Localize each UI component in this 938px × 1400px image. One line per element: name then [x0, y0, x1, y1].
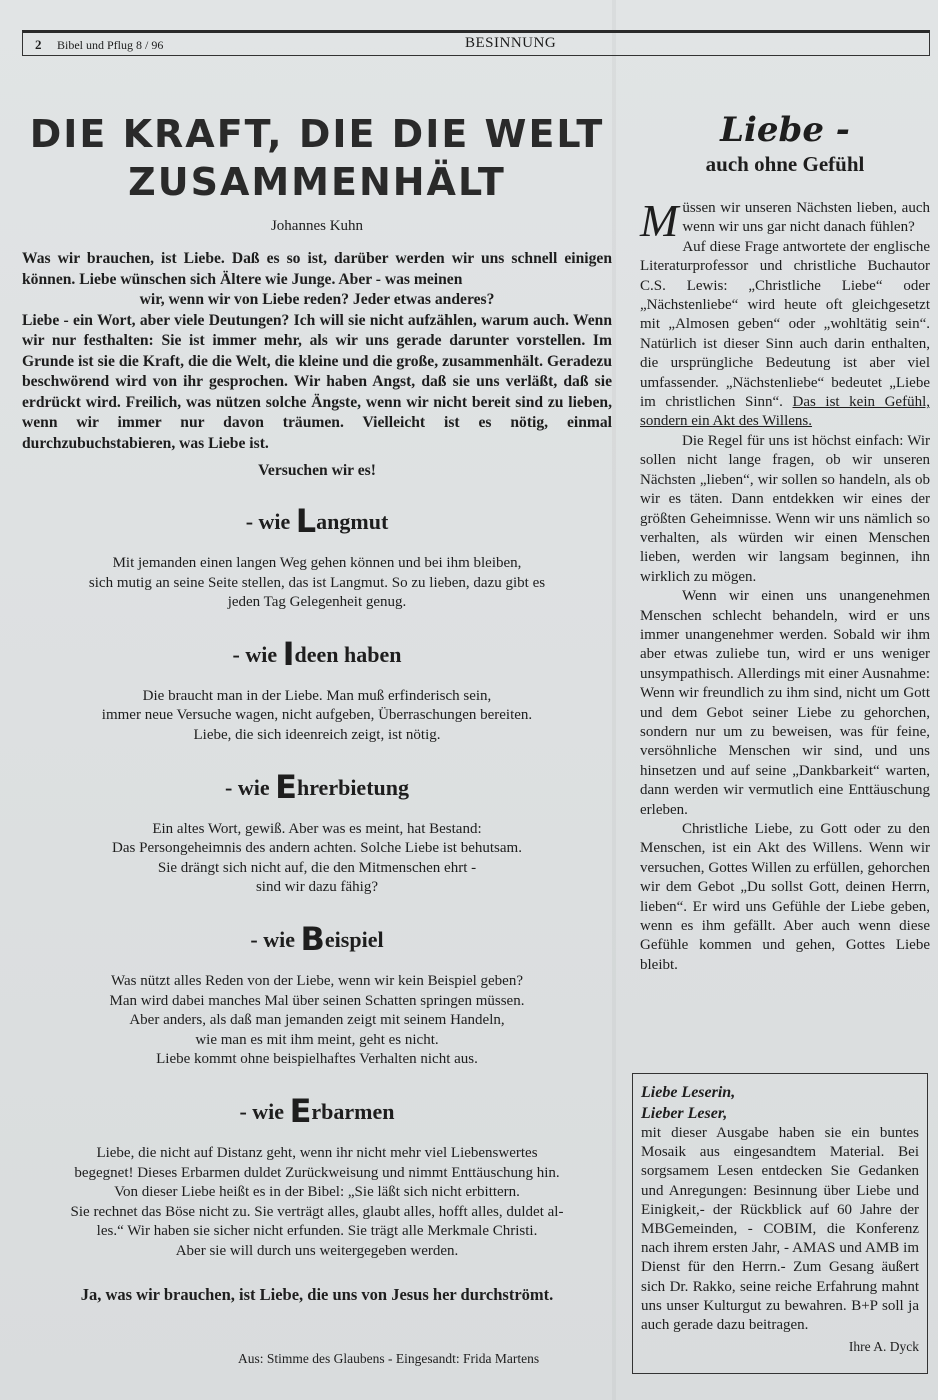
stanza-line: Man wird dabei manches Mal über seinen Schatten springen müssen.: [109, 992, 525, 1009]
sidebar-paragraph-4: Wenn wir einen uns unangenehmen Menschen schlecht behandeln, wird er uns immer unangenehmer werden. Sobald wir ihm aber etwas zuliebe tun, wird er uns weniger unsympathisch. Allerdings mit einer Ausnahme: Wenn wir freundlich zu ihm sind, nicht um Gott und dem Gebot seiner Liebe zu gehorchen, sondern nur um zu beweisen, was für feine, versöhnliche Menschen wir sind, und uns hinsetzen und auf seine „Dankbarkeit“ warten, dann werden wir vermutlich eine Enttäuschung erleben.: [640, 588, 930, 818]
editor-letter-box: [632, 1073, 928, 1374]
stanza-line: Liebe, die nicht auf Distanz geht, wenn ihr nicht mehr viel Liebenswertes: [96, 1144, 538, 1161]
section-heading: [22, 635, 612, 673]
stanza-line: begegnet! Dieses Erbarmen duldet Zurückweisung und nimmt Enttäuschung hin.: [74, 1164, 560, 1181]
section-heading-rest: angmut: [316, 509, 389, 534]
sidebar-body: [640, 195, 930, 975]
article-title: [22, 110, 612, 206]
stanza-line: jeden Tag Gelegenheit genug.: [227, 594, 407, 611]
section-stanza: [22, 687, 612, 746]
stanza-line: les.“ Wir haben sie sicher nicht erfunden. Sie trägt alle Merkmale Christi.: [96, 1223, 538, 1240]
stanza-line: Ein altes Wort, gewiß. Aber was es meint, hat Bestand:: [152, 820, 482, 837]
article-sections: [22, 502, 612, 1261]
stanza-line: Von dieser Liebe heißt es in der Bibel: „Sie läßt sich nicht erbittern.: [114, 1184, 520, 1201]
article-closing: Ja, was wir brauchen, ist Liebe, die uns von Jesus her durchströmt.: [80, 1285, 554, 1305]
section-heading-prefix: - wie: [232, 641, 283, 667]
stanza-line: sich mutig an seine Seite stellen, das ist Langmut. So zu lieben, dazu gibt es: [88, 574, 546, 591]
article-title-line1: DIE KRAFT, DIE DIE WELT: [29, 112, 605, 156]
section-heading-rest: rbarmen: [311, 1098, 395, 1124]
stanza-line: immer neue Versuche wagen, nicht aufgeben, Überraschungen bereiten.: [101, 707, 533, 724]
stanza-line: Die braucht man in der Liebe. Man muß erfinderisch sein,: [142, 687, 492, 704]
stanza-line: Mit jemanden einen langen Weg gehen können und bei ihm bleiben,: [112, 555, 522, 571]
stanza-line: Was nützt alles Reden von der Liebe, wenn wir kein Beispiel geben?: [111, 972, 523, 989]
section-stanza: [22, 820, 612, 898]
section-initial-letter: I: [282, 634, 295, 673]
section-heading-rest: eispiel: [324, 926, 384, 952]
magazine-name: Bibel und Pflug 8 / 96: [57, 38, 164, 52]
sidebar-underlined-statement: Das ist kein Gefühl, sondern ein Akt des Willens.: [640, 394, 930, 430]
letter-signature: Ihre A. Dyck: [848, 1339, 919, 1355]
article-title-line2: ZUSAMMENHÄLT: [128, 160, 506, 204]
intro-paragraph-2: Liebe - ein Wort, aber viele Deutungen? Ich will sie nicht aufzählen, warum auch. Wenn wir nur festhalten: Sie ist immer mehr, als wir uns gerade darunter vorstellen. Im Grunde ist sie die Kraft, die die Welt, die kleine und die große, zusammenhält. Geradezu beschwörend wird von ihr gesprochen. Wir haben Angst, daß sie uns verläßt, daß sie erdrückt wird. Freilich, was nützen solche Ängste, wenn wir nicht bereit sind zu lieben, wenn wir immer nur davon träumen. Vielleicht ist es nötig, einmal durchzubuchstabieren, was Liebe ist.: [22, 311, 612, 452]
stanza-line: wie man es mit ihm meint, geht es nicht.: [195, 1031, 439, 1048]
section-heading: [22, 920, 612, 958]
stanza-line: Sie rechnet das Böse nicht zu. Sie verträgt alles, glaubt alles, hofft alles, duldet al-: [70, 1203, 564, 1220]
sidebar-paragraph-5: Christliche Liebe, zu Gott oder zu den Menschen, ist ein Akt des Willens. Wenn wir versuchen, Gottes Willen zu erfüllen, gehorchen wir dem Gebot „Du sollst Gott, deinen Herrn, lieben“. Er wird uns Gefühle der Liebe geben, wenn es ihm gefällt. Aber auch wenn diese Gefühle kommen und gehen, Gottes Liebe bleibt.: [640, 821, 930, 973]
section-initial-letter: E: [289, 1091, 312, 1130]
drop-cap: M: [640, 195, 679, 246]
letter-body: mit dieser Ausgabe haben sie ein buntes Mosaik aus eingesandtem Material. Bei sorgsamem Lesen entdecken Sie Gedanken und Anregungen: Besinnung über Liebe und Einigkeit,- der Rückblick auf 60 Jahre der MBGemeinden, - COBIM, die Konferenz nach ihrem ersten Jahr, - AMAS und AMB im Dienst für den Herrn.- Zum Gesang äußert sich Dr. Rakko, seine reiche Erfahrung mahnt uns unser Kulturgut zu bewahren. B+P soll ja auch gerade dazu beitragen.: [641, 1125, 919, 1334]
sidebar-article: [640, 110, 930, 975]
section-initial-letter: E: [275, 767, 297, 806]
page-header: [22, 30, 930, 56]
stanza-line: Liebe kommt ohne beispielhaftes Verhalten nicht aus.: [156, 1051, 478, 1068]
sidebar-paragraph-1: üssen wir unseren Nächsten lieben, auch wenn wir uns gar nicht danach fühlen?: [682, 200, 930, 236]
page-fold-shadow: [612, 0, 616, 1400]
stanza-line: Aber sie will durch uns weitergegeben werden.: [175, 1242, 459, 1259]
section-heading: [22, 768, 612, 806]
sidebar-paragraph-3: Die Regel für uns ist höchst einfach: Wir sollen nicht lange fragen, ob wir unseren Nächsten „lieben“, wir sollen so handeln, als ob wir es täten. Dann entdekken wir eines der größten Geheimnisse. Wenn wir uns nämlich so verhalten, als würden wir einen Menschen lieben, werden wir langsam beginnen, ihn wirklich zu mögen.: [640, 432, 930, 585]
sidebar-title: Liebe -: [720, 110, 850, 150]
article-source: Aus: Stimme des Glaubens - Eingesandt: Frida Martens: [238, 1351, 540, 1366]
section-heading-prefix: - wie: [225, 774, 276, 800]
section-stanza: [22, 554, 612, 613]
article-invite: Versuchen wir es!: [258, 462, 376, 479]
stanza-line: Liebe, die sich ideenreich zeigt, ist nötig.: [193, 726, 441, 743]
section-heading-rest: hrerbietung: [296, 774, 409, 800]
section-heading: [22, 502, 612, 540]
intro-paragraph-1: Was wir brauchen, ist Liebe. Daß es so ist, darüber werden wir uns schnell einigen können. Liebe wünschen sich Ältere wie Junge. Aber - was meinen: [22, 250, 612, 288]
letter-greeting-1: Liebe Leserin,: [641, 1084, 736, 1101]
section-heading-rest: deen haben: [294, 641, 402, 667]
stanza-line: sind wir dazu fähig?: [255, 879, 379, 896]
article-intro: [22, 249, 612, 454]
stanza-line: Aber anders, als daß man jemanden zeigt mit seinem Handeln,: [129, 1012, 505, 1029]
sidebar-paragraph-2: Auf diese Frage antwortete der englische Literaturprofessor und christliche Buchautor C.S. Lewis: „Christliche Liebe“ oder „Nächstenliebe“ wird heute oft gleichgesetzt mit „Almosen geben“ oder „wohltätig sein“. Natürlich ist dieser Sinn auch darin enthalten, die ursprüngliche Bedeutung ist aber viel umfassender. „Nächstenliebe“ bedeutet „Liebe im christlichen Sinn“.: [640, 238, 930, 411]
section-heading: [22, 1092, 612, 1130]
section-heading-prefix: - wie: [245, 509, 296, 534]
stanza-line: Sie drängt sich nicht auf, die den Mitmenschen ehrt -: [157, 859, 477, 876]
section-stanza: [22, 1144, 612, 1262]
section-initial-letter: L: [295, 502, 317, 540]
stanza-line: Das Persongeheimnis des andern achten. Solche Liebe ist behutsam.: [112, 840, 522, 857]
section-title: BESINNUNG: [465, 35, 557, 51]
section-heading-prefix: - wie: [239, 1098, 290, 1124]
sidebar-subtitle: auch ohne Gefühl: [705, 152, 865, 176]
intro-paragraph-1-end: wir, wenn wir von Liebe reden? Jeder etwas anderes?: [139, 291, 495, 308]
letter-greeting-2: Lieber Leser,: [641, 1105, 728, 1122]
section-stanza: [22, 972, 612, 1070]
page-number: 2: [35, 37, 42, 52]
section-initial-letter: B: [300, 919, 325, 958]
article-author: Johannes Kuhn: [270, 218, 364, 234]
section-heading-prefix: - wie: [250, 926, 301, 952]
main-article: [22, 100, 612, 1305]
